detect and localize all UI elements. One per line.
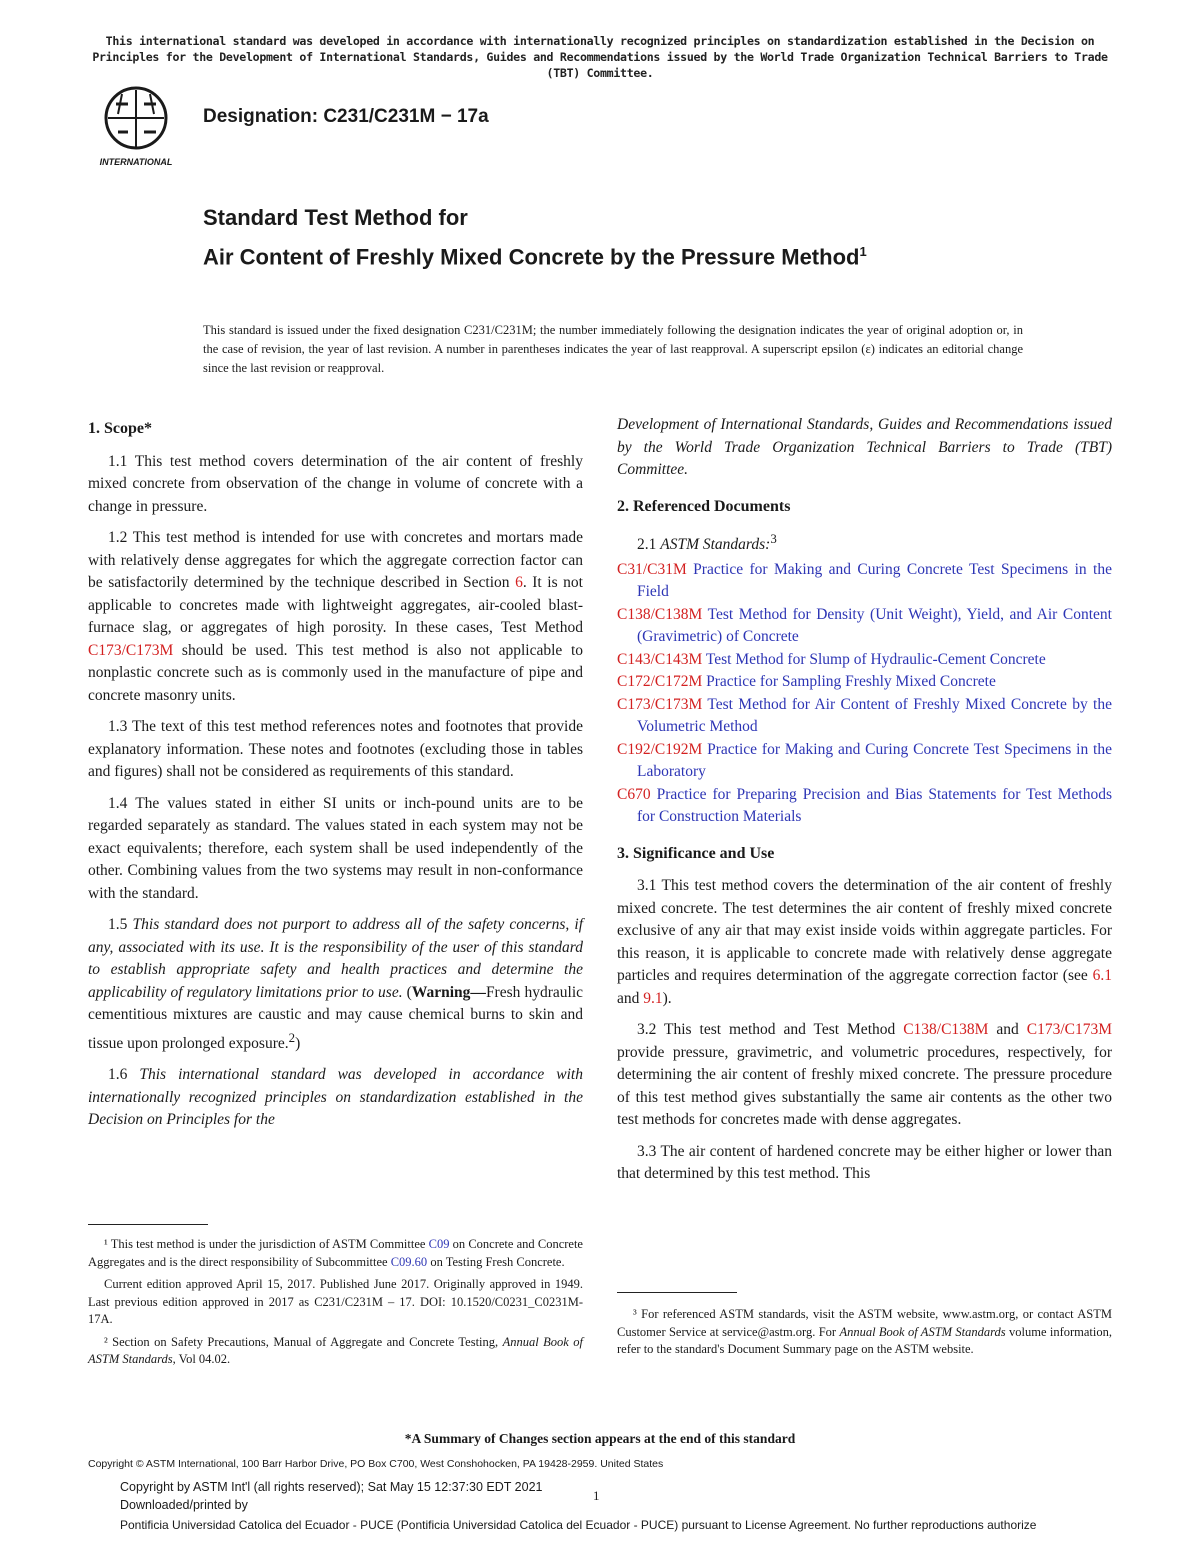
para-1-6-continued: [617, 414, 1112, 482]
section-6-1-link[interactable]: 6.1: [1092, 967, 1112, 985]
title-line-2: [203, 236, 963, 273]
para-3-2: [617, 1019, 1112, 1132]
reference-list: [617, 559, 1112, 829]
astm-standards-label: ASTM Standards:: [660, 536, 771, 554]
para-3-1-text: 3.1 This test method covers the determination of the air content of freshly mixed concrete. The test determines the air content of freshly mixed concrete exclusive of any air that may exist inside voids within aggregate particles. For this reason, it is applicable to concrete made with relatively dense aggregate particles and requires determination of the aggregate correction factor (see: [617, 877, 1112, 985]
section-heading-referenced-docs: 2. Referenced Documents: [617, 497, 791, 515]
right-column: [617, 414, 1112, 1195]
fn1-text-b: on Concrete and Concrete Aggregates and is the direct responsibility of Subcommittee: [88, 1237, 583, 1269]
reference-code[interactable]: C173/C173M: [617, 695, 703, 713]
left-column: [88, 418, 583, 1141]
para-1-2: [88, 527, 583, 707]
footnote-3: [617, 1306, 1112, 1359]
section-heading-significance: 3. Significance and Use: [617, 844, 775, 862]
para-1-5-italic: This standard does not purport to address all of the safety concerns, if any, associated with its use. It is the responsibility of the user of this standard to establish appropriate safety and health practices and determine the applicability of regulatory limitations prior to use.: [88, 916, 584, 1001]
committee-c09-link[interactable]: C09: [428, 1237, 450, 1251]
reference-item[interactable]: [617, 739, 1112, 784]
fn3-text-b: volume information, refer to the standard's Document Summary page on the ASTM website.: [617, 1324, 1112, 1356]
download-line-2: Downloaded/printed by: [120, 1498, 248, 1512]
para-3-1-end: ).: [662, 989, 672, 1007]
reference-item[interactable]: [617, 671, 1112, 694]
para-1-5: 1.5 This standard does not purport to address all of the safety concerns, if any, associated with its use. It is the responsibility of the user of this standard to establish appropriate safety and health practices and determine the applicability of regulatory limitations prior to use. (Warning—Fresh hydraulic cementitious mixtures are caustic and may cause chemical burns to skin and tissue upon prolonged exposure.$^2$): [88, 916, 584, 1052]
reference-item[interactable]: [617, 559, 1112, 604]
footnote-1: [88, 1236, 583, 1271]
reference-title[interactable]: Test Method for Slump of Hydraulic-Cement Concrete: [702, 650, 1046, 668]
reference-item[interactable]: [617, 784, 1112, 829]
title-footnote-ref[interactable]: 1: [859, 244, 867, 259]
para-1-5-warning-text: Fresh hydraulic cementitious mixtures are caustic and may cause chemical burns to skin and tissue upon prolonged exposure.: [88, 983, 584, 1052]
reference-code[interactable]: C138/C138M: [617, 605, 703, 623]
fn2-text-b: , Vol 04.02.: [172, 1352, 231, 1366]
footnote-rule-left: [88, 1224, 208, 1225]
astm-logo: [88, 84, 188, 168]
designation: Designation: C231/C231M − 17a: [203, 106, 489, 127]
subcommittee-c0960-link[interactable]: C09.60: [390, 1254, 428, 1269]
para-3-2-text-b: provide pressure, gravimetric, and volumetric procedures, respectively, for determining the air content of freshly mixed concrete. The pressure procedure of this test method gives substantially the same air contents as the other two test methods for concretes made with dense aggregates.: [617, 1043, 1112, 1129]
title-main: Air Content of Freshly Mixed Concrete by the Pressure Method: [203, 244, 860, 270]
reference-title[interactable]: Practice for Sampling Freshly Mixed Concrete: [702, 673, 996, 691]
para-1-6-num: 1.6: [108, 1066, 140, 1084]
para-1-6-cont-italic: Development of International Standards, Guides and Recommendations issued by the World Trade Organization Technical Barriers to Trade (TBT) Committee.: [617, 416, 1112, 478]
footnote-3-ref[interactable]: 3: [770, 531, 777, 546]
reference-code[interactable]: C31/C31M: [617, 560, 687, 578]
footnotes-right: [617, 1306, 1112, 1364]
c173-link[interactable]: C173/C173M: [88, 641, 174, 659]
logo-text: INTERNATIONAL: [99, 157, 173, 167]
para-3-1: [617, 875, 1112, 1010]
reference-code[interactable]: C172/C172M: [617, 673, 703, 691]
download-line-1: Copyright by ASTM Int'l (all rights reserved); Sat May 15 12:37:30 EDT 2021: [120, 1480, 543, 1494]
reference-code[interactable]: C143/C143M: [617, 650, 703, 668]
para-1-4: 1.4 The values stated in either SI units or inch-pound units are to be regarded separately as standard. The values stated in each system may not be exact equivalents; therefore, each system shall be used independently of the other. Combining values from the two systems may result in non-conformance with the standard.: [88, 794, 583, 902]
reference-title[interactable]: Practice for Making and Curing Concrete Test Specimens in the Field: [637, 560, 1112, 601]
fn3-italic: Annual Book of ASTM Standards: [839, 1324, 1006, 1339]
para-1-3: 1.3 The text of this test method references notes and footnotes that provide explanatory information. These notes and footnotes (excluding those in tables and figures) shall not be considered as requirements of this standard.: [88, 718, 583, 780]
summary-of-changes-note: *A Summary of Changes section appears at the end of this standard: [404, 1431, 796, 1446]
fn1-text-c: on Testing Fresh Concrete.: [427, 1254, 565, 1269]
para-1-2-text-b: . It is not applicable to concretes made with lightweight aggregates, air-cooled blast-furnace slag, or aggregates of high porosity. In these cases, Test Method: [88, 574, 583, 636]
footnote-1-edition: Current edition approved April 15, 2017. Published June 2017. Originally approved in 1949. Last previous edition approved in 2017 as C231/C231M – 17. DOI: 10.1520/C0231_C0231M-17A.: [88, 1277, 583, 1326]
section-9-1-link[interactable]: 9.1: [643, 989, 663, 1007]
reference-title[interactable]: Test Method for Air Content of Freshly Mixed Concrete by the Volumetric Method: [637, 695, 1112, 736]
para-1-6: [88, 1064, 583, 1132]
footnote-2-ref[interactable]: 2: [288, 1029, 296, 1045]
para-2-1: [617, 528, 1112, 557]
issue-note: This standard is issued under the fixed designation C231/C231M; the number immediately following the designation indicates the year of original adoption or, in the case of revision, the year of last revision. A number in parentheses indicates the year of last reapproval. A superscript epsilon (ε) indicates an editorial change since the last revision or reapproval.: [203, 323, 1023, 375]
reference-item[interactable]: [617, 604, 1112, 649]
c173-link-2[interactable]: C173/C173M: [1026, 1021, 1112, 1039]
fn2-text-a: ² Section on Safety Precautions, Manual of Aggregate and Concrete Testing,: [104, 1334, 503, 1349]
c138-link[interactable]: C138/C138M: [903, 1021, 989, 1039]
reference-title[interactable]: Practice for Making and Curing Concrete Test Specimens in the Laboratory: [637, 740, 1112, 781]
section-heading-scope: 1. Scope*: [88, 420, 152, 437]
para-3-2-text-a: 3.2 This test method and Test Method: [637, 1021, 904, 1039]
para-3-2-and: and: [988, 1021, 1027, 1039]
page-number: 1: [593, 1488, 600, 1503]
fn2-italic: Annual Book of ASTM Standards: [88, 1334, 583, 1366]
reference-title[interactable]: Test Method for Density (Unit Weight), Yield, and Air Content (Gravimetric) of Concrete: [637, 605, 1112, 646]
reference-title[interactable]: Practice for Preparing Precision and Bias Statements for Test Methods for Construction Materials: [637, 785, 1112, 826]
top-note: This international standard was developed in accordance with internationally recognized principles on standardization established in the Decision on Principles for the Development of International Standards, Guides and Recommendations issued by the World Trade Organization Technical Barriers to Trade (TBT) Committee.: [92, 34, 1108, 80]
para-1-1: 1.1 This test method covers determination of the air content of freshly mixed concrete from observation of the change in volume of concrete with a change in pressure.: [88, 452, 583, 515]
footnotes-left: [88, 1236, 583, 1374]
para-1-2-text-a: 1.2 This test method is intended for use with concretes and mortars made with relatively dense aggregates for which the aggregate correction factor can be satisfactorily determined by the technique described in Section: [88, 529, 583, 591]
fn1-text-a: ¹ This test method is under the jurisdiction of ASTM Committee: [104, 1237, 429, 1251]
para-1-5-num: 1.5: [108, 916, 133, 933]
download-line-3: Pontificia Universidad Catolica del Ecuador - PUCE (Pontificia Universidad Catolica del Ecuador - PUCE) pursuant to License Agreement. No further reproductions authorize: [120, 1518, 1037, 1532]
astm-logo-icon: [88, 84, 188, 168]
footnote-2: [88, 1334, 583, 1369]
fn3-text-a: ³ For referenced ASTM standards, visit the ASTM website, www.astm.org, or contact ASTM Customer Service at service@astm.org. For: [617, 1307, 1112, 1339]
reference-item[interactable]: [617, 694, 1112, 739]
copyright-line: Copyright © ASTM International, 100 Barr Harbor Drive, PO Box C700, West Conshohocken, PA 19428-2959. United States: [88, 1458, 664, 1470]
title-line-1: Standard Test Method for: [203, 205, 468, 230]
para-1-2-text-c: should be used. This test method is also not applicable to nonplastic concrete such as is commonly used in the manufacture of pipe and concrete masonry units.: [88, 641, 583, 704]
reference-item[interactable]: [617, 649, 1112, 672]
footnote-rule-right: [617, 1292, 737, 1293]
reference-code[interactable]: C192/C192M: [617, 740, 703, 758]
reference-code[interactable]: C670: [617, 785, 651, 803]
para-3-3: 3.3 The air content of hardened concrete may be either higher or lower than that determined by this test method. This: [617, 1142, 1112, 1183]
para-1-6-italic: This international standard was developed in accordance with internationally recognized principles on standardization established in the Decision on Principles for the: [88, 1066, 583, 1129]
para-3-1-and: and: [617, 989, 644, 1007]
para-2-1-num: 2.1: [637, 536, 661, 554]
warning-label: Warning—: [411, 983, 486, 1001]
section-6-link[interactable]: 6: [515, 574, 523, 591]
